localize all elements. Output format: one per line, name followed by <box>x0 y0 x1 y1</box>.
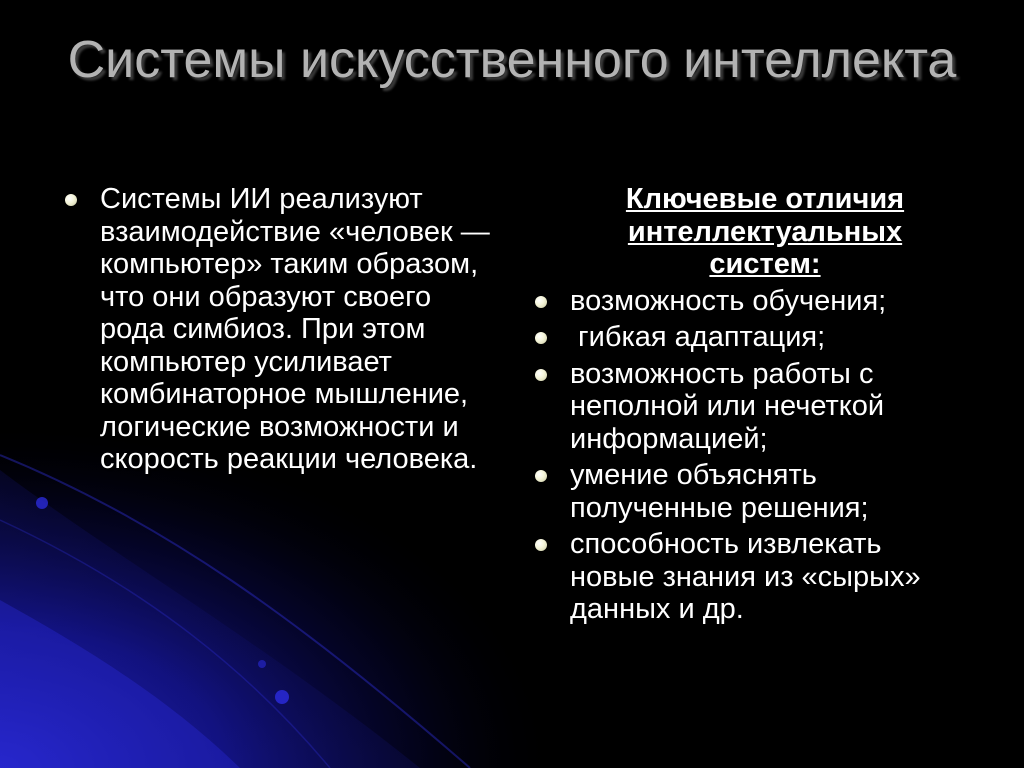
list-item-text: возможность обучения; <box>570 284 887 317</box>
list-item-text: умение объяснять полученные решения; <box>570 459 869 524</box>
right-heading: Ключевые отличия интеллектуальных систем: <box>625 183 905 280</box>
list-item <box>530 321 960 354</box>
bullet-icon <box>65 194 77 206</box>
bullet-icon <box>535 332 547 344</box>
list-item <box>530 459 960 524</box>
list-item <box>530 358 960 456</box>
differences-list <box>530 285 960 626</box>
bullet-icon <box>535 296 547 308</box>
list-item-text: гибкая адаптация; <box>570 321 826 353</box>
list-item-text: возможность работы с неполной или нечеткой информацией; <box>570 357 885 455</box>
left-bullet-text: Системы ИИ реализуют взаимодействие «человек — компьютер» таким образом, что они образуют своего рода симбиоз. При этом компьютер усиливает комбинаторное мышление, логические возможности и скорость реакции человека. <box>100 183 490 475</box>
bullet-icon <box>535 470 547 482</box>
left-column <box>60 183 500 476</box>
right-column <box>530 183 960 630</box>
bullet-icon <box>535 539 547 551</box>
bullet-icon <box>535 369 547 381</box>
list-item <box>530 528 960 626</box>
list-item <box>60 183 500 476</box>
list-item <box>530 285 960 318</box>
slide-title: Системы искусственного интеллекта <box>67 31 957 89</box>
list-item-text: способность извлекать новые знания из «сырых» данных и др. <box>570 528 921 625</box>
